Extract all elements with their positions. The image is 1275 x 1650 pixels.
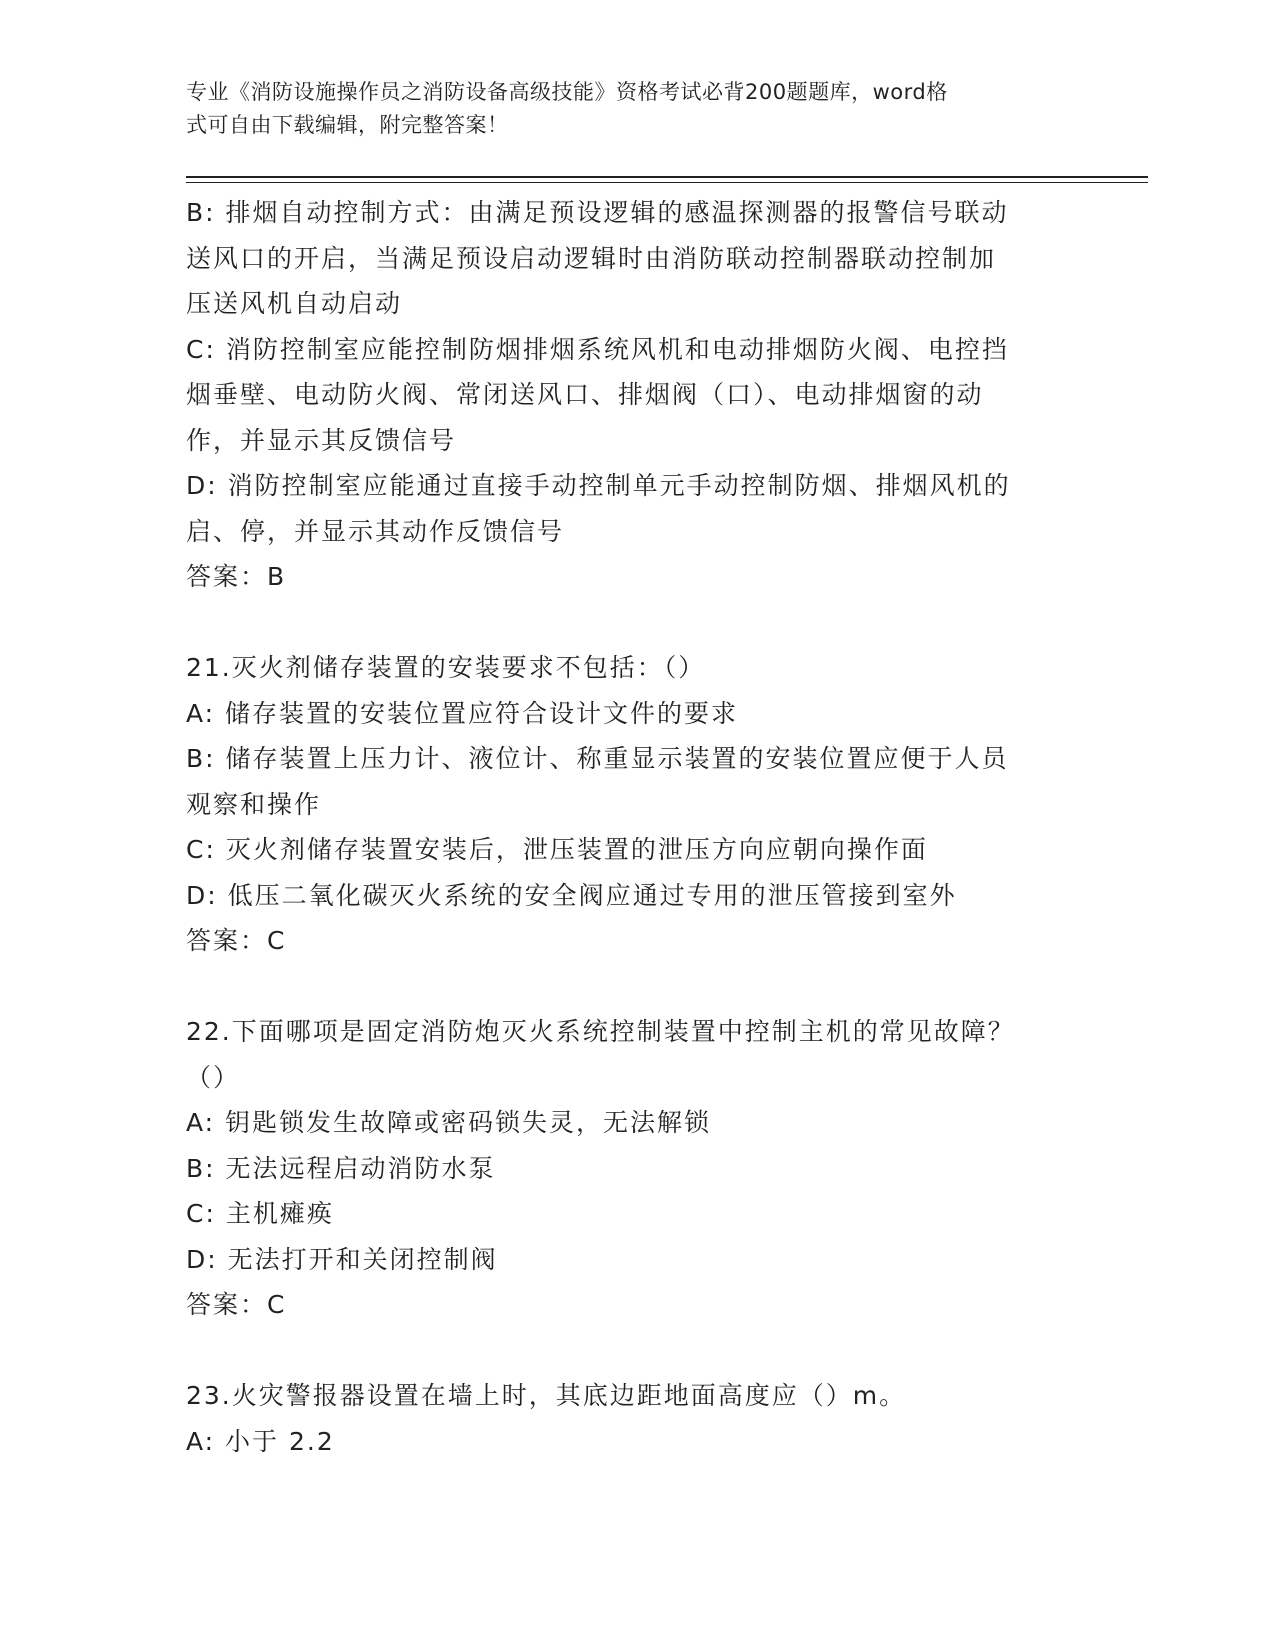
q22-answer: 答案：C: [186, 1290, 287, 1319]
q20-answer: 答案：B: [186, 562, 287, 591]
question-23-block: [186, 1373, 1086, 1464]
header-line-1: 专业《消防设施操作员之消防设备高级技能》资格考试必背200题题库，word格: [186, 80, 948, 104]
q22-stem-line-2: （）: [186, 1062, 241, 1092]
header-rule-thin: [186, 182, 1148, 183]
header-rule-thick: [186, 176, 1148, 178]
q21-answer: 答案：C: [186, 926, 287, 955]
question-20-block: [186, 190, 1086, 600]
q20-option-d-line-1: D: 消防控制室应能通过直接手动控制单元手动控制防烟、排烟风机的: [186, 471, 1011, 500]
question-21-block: [186, 645, 1086, 964]
header-line-2: 式可自由下载编辑，附完整答案！: [186, 113, 509, 137]
q23-option-a: A: 小于 2.2: [186, 1426, 335, 1456]
q21-option-b-line-2: 观察和操作: [186, 789, 322, 819]
document-header: [186, 76, 1066, 142]
q20-option-c-line-3: 作，并显示其反馈信号: [186, 425, 457, 455]
q23-stem: 23.火灾警报器设置在墙上时，其底边距地面高度应（）m。: [186, 1381, 907, 1410]
q21-option-b-line-1: B: 储存装置上压力计、液位计、称重显示装置的安装位置应便于人员: [186, 744, 1009, 773]
q22-option-b: B: 无法远程启动消防水泵: [186, 1153, 496, 1183]
q20-option-b-line-2: 送风口的开启，当满足预设启动逻辑时由消防联动控制器联动控制加: [186, 243, 997, 273]
q21-stem: 21.灭火剂储存装置的安装要求不包括：（）: [186, 653, 706, 682]
q20-option-c-line-1: C: 消防控制室应能控制防烟排烟系统风机和电动排烟防火阀、电控挡: [186, 334, 1009, 364]
q20-option-b-line-3: 压送风机自动启动: [186, 289, 403, 318]
q20-option-c-line-2: 烟垂壁、电动防火阀、常闭送风口、排烟阀（口）、电动排烟窗的动: [186, 380, 984, 409]
q21-option-a: A: 储存装置的安装位置应符合设计文件的要求: [186, 698, 739, 728]
q21-option-d: D: 低压二氧化碳灭火系统的安全阀应通过专用的泄压管接到室外: [186, 880, 957, 910]
question-content: [186, 190, 1086, 1464]
q22-option-c: C: 主机瘫痪: [186, 1199, 334, 1228]
q20-option-d-line-2: 启、停，并显示其动作反馈信号: [186, 516, 565, 546]
question-22-block: [186, 1009, 1086, 1328]
q20-option-b-line-1: B: 排烟自动控制方式：由满足预设逻辑的感温探测器的报警信号联动: [186, 198, 1009, 227]
q22-stem-line-1: 22.下面哪项是固定消防炮灭火系统控制装置中控制主机的常见故障？: [186, 1017, 1015, 1046]
q22-option-d: D: 无法打开和关闭控制阀: [186, 1244, 498, 1274]
q22-option-a: A: 钥匙锁发生故障或密码锁失灵，无法解锁: [186, 1108, 712, 1137]
q21-option-c: C: 灭火剂储存装置安装后，泄压装置的泄压方向应朝向操作面: [186, 835, 928, 864]
